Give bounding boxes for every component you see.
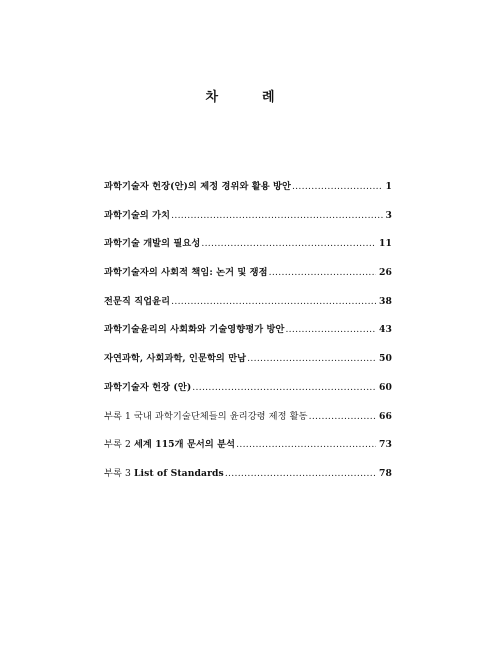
toc-entry-page: 38 xyxy=(379,295,392,307)
toc-appendix-entry[interactable] xyxy=(104,436,392,465)
leader-dots xyxy=(192,382,376,393)
leader-dots xyxy=(201,238,376,249)
toc-entry[interactable] xyxy=(104,264,392,293)
leader-dots xyxy=(292,181,383,192)
toc-entry-title: 과학기술 개발의 필요성 xyxy=(104,238,201,250)
toc-entry[interactable] xyxy=(104,235,392,264)
toc-appendix-entry[interactable] xyxy=(104,465,392,494)
toc-entry-title: 전문직 직업윤리 xyxy=(104,295,171,307)
toc-entry-page: 78 xyxy=(379,467,392,479)
title-char-1: 차 xyxy=(205,90,218,105)
toc-entry-page: 11 xyxy=(379,238,392,250)
toc-list xyxy=(104,178,392,494)
appendix-title: List of Standards xyxy=(133,467,224,479)
leader-dots xyxy=(236,439,376,450)
leader-dots xyxy=(171,296,376,307)
toc-entry-title: 과학기술의 가치 xyxy=(104,209,171,221)
toc-entry-page: 3 xyxy=(385,209,392,221)
toc-entry-page: 60 xyxy=(379,381,392,393)
toc-entry[interactable] xyxy=(104,379,392,408)
leader-dots xyxy=(269,267,376,278)
toc-entry-title xyxy=(104,465,224,479)
toc-entry-title xyxy=(104,436,235,450)
page-title xyxy=(0,86,480,105)
toc-entry-page: 26 xyxy=(379,267,392,279)
appendix-title: 세계 115개 문서의 분석 xyxy=(133,439,236,451)
leader-dots xyxy=(171,210,382,221)
toc-entry[interactable] xyxy=(104,178,392,207)
toc-entry[interactable] xyxy=(104,350,392,379)
toc-entry-title: 과학기술자 헌장 (안) xyxy=(104,381,192,393)
toc-entry-title: 자연과학, 사회과학, 인문학의 만남 xyxy=(104,353,247,365)
leader-dots xyxy=(309,411,376,422)
toc-entry-page: 43 xyxy=(379,324,392,336)
leader-dots xyxy=(247,353,376,364)
leader-dots xyxy=(225,468,376,479)
toc-entry[interactable] xyxy=(104,293,392,322)
toc-appendix-entry[interactable] xyxy=(104,408,392,437)
appendix-prefix: 부록 3 xyxy=(104,467,131,479)
toc-entry-page: 73 xyxy=(379,439,392,451)
appendix-prefix: 부록 1 xyxy=(104,410,131,422)
toc-entry-title xyxy=(104,408,308,422)
toc-entry-page: 50 xyxy=(379,353,392,365)
toc-entry-title: 과학기술자의 사회적 책임: 논거 및 쟁점 xyxy=(104,267,268,279)
appendix-prefix: 부록 2 xyxy=(104,439,131,451)
toc-entry[interactable] xyxy=(104,207,392,236)
toc-entry-page: 66 xyxy=(379,410,392,422)
toc-entry[interactable] xyxy=(104,321,392,350)
leader-dots xyxy=(285,324,376,335)
toc-entry-title: 과학기술자 헌장(안)의 제정 경위와 활용 방안 xyxy=(104,181,291,192)
appendix-title: 국내 과학기술단체들의 윤리강령 제정 활동 xyxy=(133,410,308,422)
toc-entry-title: 과학기술윤리의 사회화와 기술영향평가 방안 xyxy=(104,324,285,336)
toc-entry-page: 1 xyxy=(385,181,392,192)
title-char-2: 례 xyxy=(262,90,275,105)
